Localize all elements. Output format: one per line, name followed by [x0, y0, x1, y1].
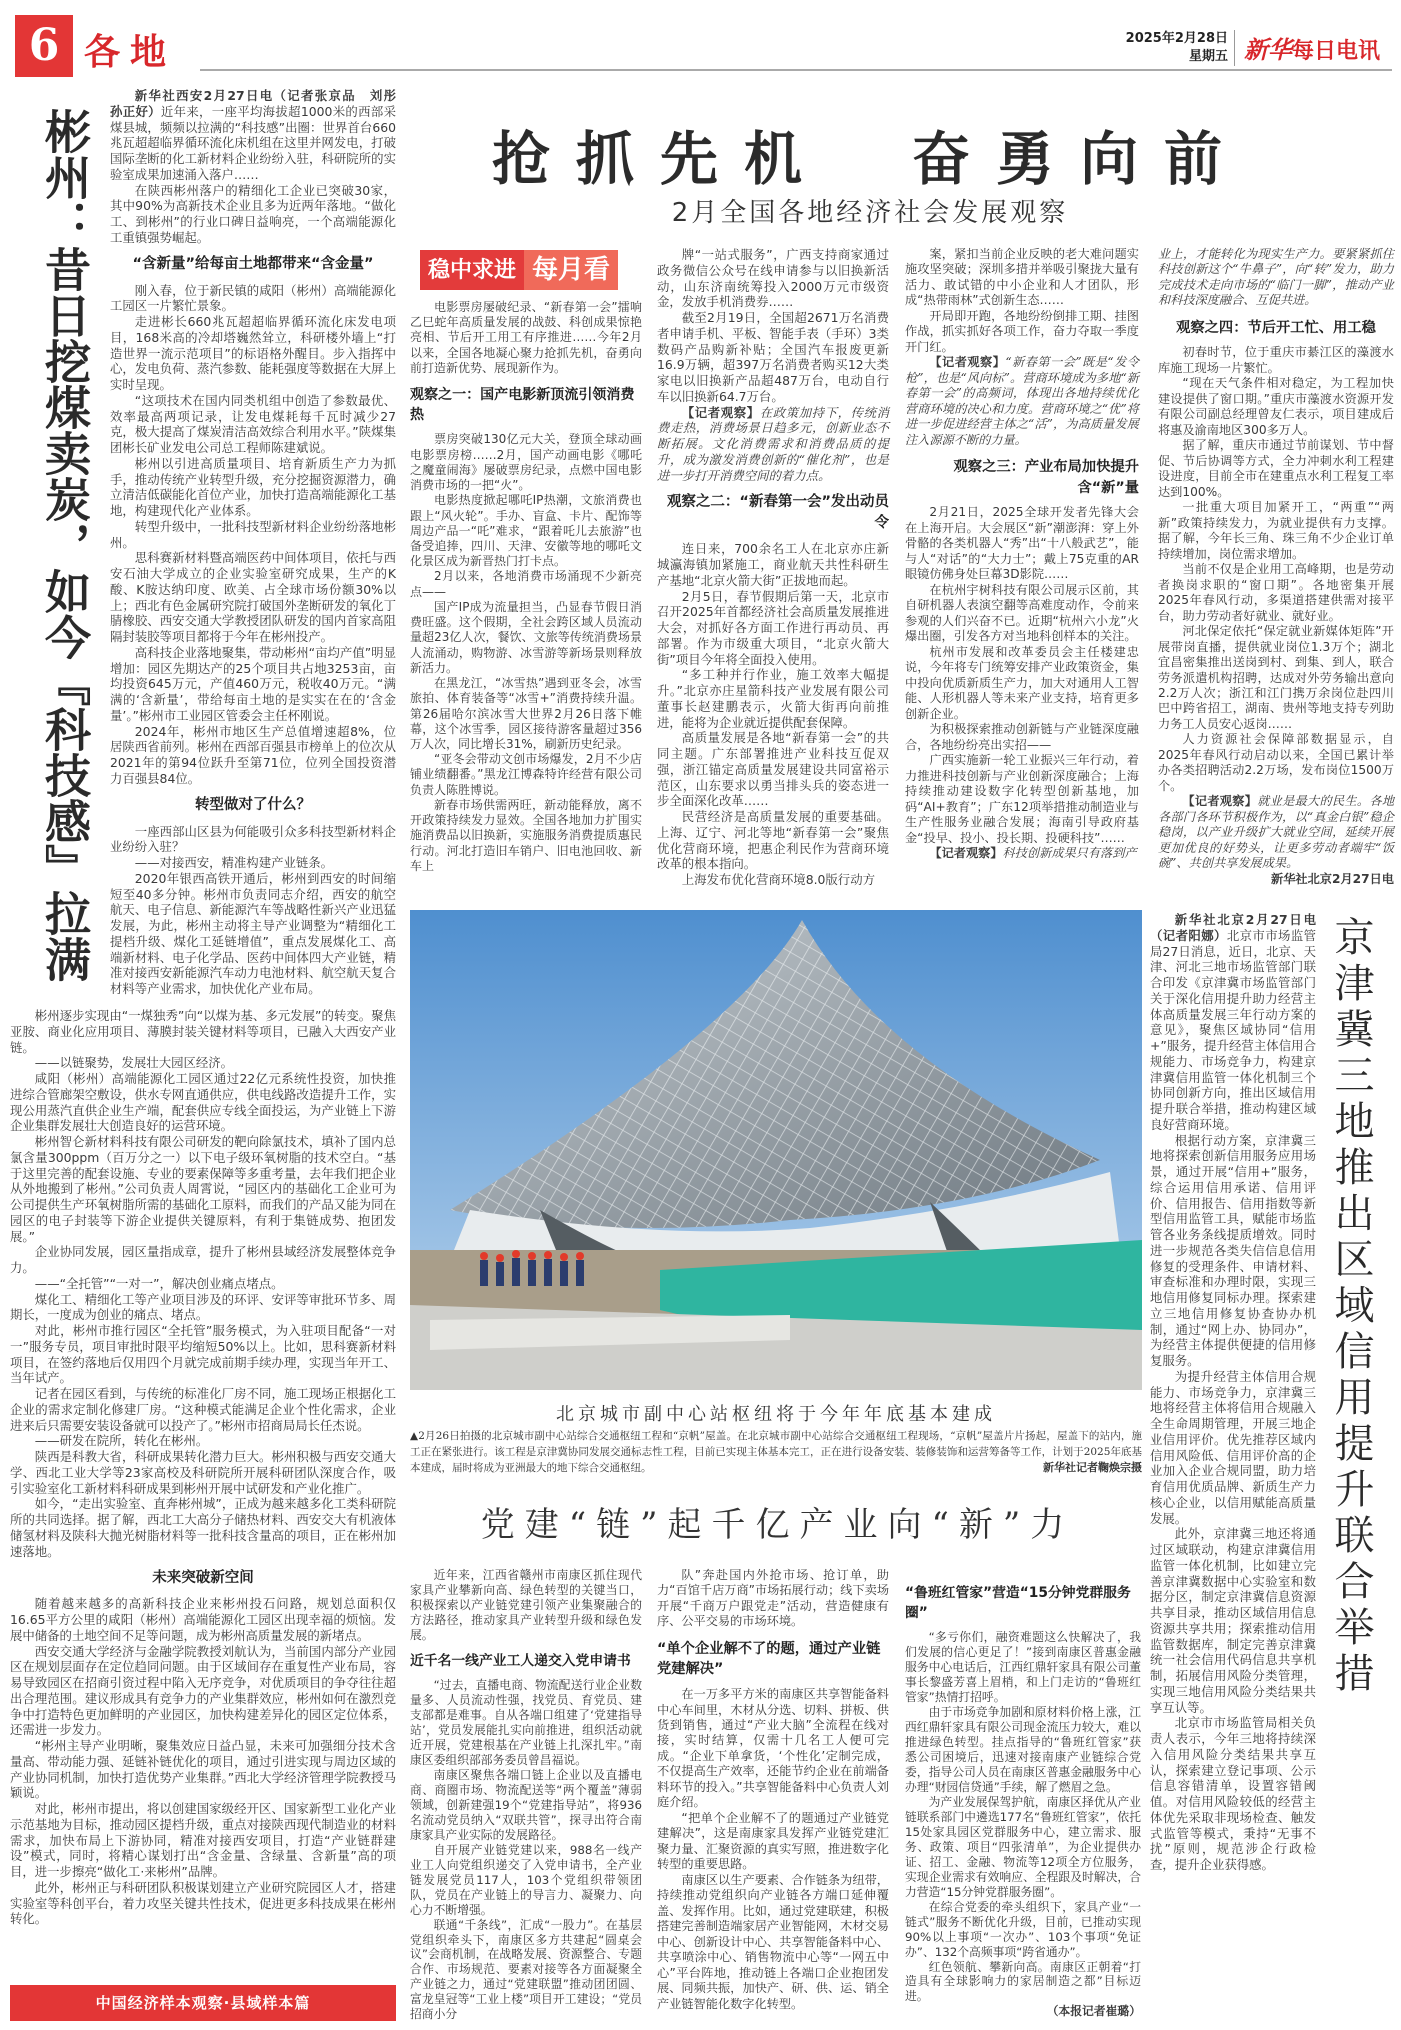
binzhou-column-bottom [10, 1008, 396, 1976]
paragraph-text: 企业协同发展，园区量指成章，提升了彬州县域经济发展整体竞争力。 [10, 1244, 396, 1275]
party-column-3 [905, 1575, 1141, 2023]
paragraph [657, 872, 889, 888]
main-subheadline: 2月全国各地经济社会发展观察 [671, 198, 1069, 228]
paragraph-text: 煤化工、精细化工等产业项目涉及的环评、安评等审批环节多、周期长，一度成为创业的痛点、堵点。 [10, 1291, 396, 1323]
paragraph-text: 随着越来越多的高新科技企业来彬州投石问路，规划总面积仅16.65平方公里的咸阳（彬州）高端能源化工园区出现幸福的烦恼。发展中储备的土地空间不足等问题，成为彬州高质量发展的新堵点。 [10, 1596, 396, 1643]
paragraph-text: 2月以来，各地消费市场涌现不少新亮点—— [410, 569, 642, 599]
paragraph-text: 北京市市场监管局相关负责人表示，今年三地将持续深入信用风险分类结果共享互认，探索建立登记事项、公示信息容错清单，设置容错阈值。对信用风险较低的经营主体优先采取非现场检查、触发式监管等模式，秉持“无事不扰”原则，规范涉企行政检查，提升企业获得感。 [1150, 1715, 1316, 1872]
paragraph-text: “多亏你们，融资难题这么快解决了，我们发展的信心更足了！”接到南康区普惠金融服务中心电话后，江西红鼎轩家具有限公司董事长黎盛芳喜上眉梢，和上门走访的“鲁班红管家”热情打招呼。 [905, 1630, 1141, 1705]
issue-date [1110, 30, 1228, 66]
paragraph-text: “多工种并行作业，施工效率大幅提升。”北京亦庄星箭科技产业发展有限公司董事长赵建鹏表示，火箭大街再向前推进，能将为企业就近提供配套保障。 [657, 667, 889, 730]
paragraph [905, 355, 1139, 448]
paragraph-text: 为产业发展保驾护航，南康区择优从产业链联系部门中遴选177名“鲁班红管家”，依托15处家具园区党群服务中心，建立需求、服务、政策、项目“四张清单”，为企业提供办证、招工、金融、物流等12项全方位服务，实现企业需求有效响应、全程跟及时解决，合力营造“15分钟党群服务圈”。 [905, 1794, 1141, 1899]
paragraph [410, 493, 642, 569]
paragraph-text: “彬州主导产业明晰，聚集效应日益凸显，未来可加强细分技术含量高、带动能力强、延链补链优化的项目，通过引进实现与周边区域的产业协同机制，加快打造优势产业集群。”西北大学经济管理学院教授马颖说。 [10, 1738, 396, 1801]
paragraph-text: 截至2月19日，全国超2671万名消费者申请手机、平板、智能手表（手环）3类数码产品购新补贴；全国汽车报废更新16.9万辆，超397万名消费者购买12大类家电以旧换新产品超487万台，电动自行车以旧换新64.7万台。 [657, 310, 889, 404]
observer-label: 【记者观察】 [681, 404, 760, 420]
paragraph-text: 2月5日，春节假期后第一天，北京市召开2025年首都经济社会高质量发展推进大会，对抓好各方面工作进行再动员、再部署。作为市级重大项目，“北京火箭大街”项目今年将全面投入使用。 [657, 588, 889, 667]
paragraph-text: 高科技企业落地聚集，带动彬州“亩均产值”明显增加：园区先期达产的25个项目共占地3253亩，亩均投资645万元，产值460万元，税收40万元。“满满的‘含新量’，带给每亩土地的是实实在在的‘含金量’。”彬州市工业园区管委会主任杯刚说。 [110, 644, 396, 723]
paragraph-text: 近年来，江西省赣州市南康区抓住现代家具产业攀新向高、绿色转型的关键当口，积极探索以产业链党建引领产业集聚融合的方法路径，推动家具产业转型升级和绿色发展。 [410, 1568, 642, 1642]
paragraph [10, 1880, 396, 1927]
paragraph [1150, 1369, 1316, 1527]
paragraph-text: 队”奔赴国内外抢市场、抢订单，助力“百馆千店万商”市场拓展行动；线下卖场开展“千商万户跟党走”活动，营造健康有序、公平交易的市场环境。 [657, 1568, 890, 1629]
paragraph [1150, 912, 1316, 1133]
paragraph [410, 1568, 642, 1643]
subheading: “含新量”给每亩土地都带来“含金量” [132, 256, 374, 273]
badge-left: 稳中求进 [420, 250, 524, 290]
paragraph [110, 393, 396, 456]
paragraph [410, 676, 642, 752]
subheading: 观察之三：产业布局加快提升含“新”量 [953, 458, 1139, 496]
paragraph [410, 1918, 642, 2023]
paragraph [10, 1596, 396, 1643]
paragraph-text: 2024年，彬州市地区生产总值增速超8%，位居陕西省前列。彬州在西部百强县市榜单上的位次从2021年的第94位跃升至第71位，位列全国投资潜力百强县84位。 [110, 723, 396, 786]
paragraph-text: 西安交通大学经济与金融学院教授刘航认为，当前国内部分产业园区在规划层面存在定位趋同问题。由于区域间存在重复性产业布局，容易导致园区在招商引资过程中陷入无序竞争，对优质项目的争夺往往超出合理范围。建议形成具有竞争力的产业集群效应，彬州如何在激烈竞争中打造特色更加鲜明的产业园区，加快构建差异化的园区定位体系，还需进一步发力。 [10, 1643, 396, 1738]
paragraph-text: 如今，“走出实验室、直奔彬州城”，正成为越来越多化工类科研院所的共同选择。据了解，西北工大高分子储热材料、西安交大有机液体储氢材料及陕科大抛光树脂材料等一批科技含量高的项目，正在彬州加速落地。 [10, 1496, 396, 1559]
subheading: 观察之二：“新春第一会”发出动员令 [666, 493, 889, 531]
byline [905, 2004, 1141, 2019]
paragraph [657, 310, 889, 405]
binzhou-headline: 彬州：昔日挖煤卖炭，如今『科技感』拉满 [38, 108, 92, 982]
paragraph [410, 1843, 642, 1918]
party-column-1 [410, 1568, 642, 2023]
paragraph-text: 自开展产业链党建以来，988名一线产业工人向党组织递交了入党申请书，全产业链发展党员117人，103个党组织带领团队，党员在产业链上的导言力、凝聚力、向心力不断增强。 [410, 1842, 642, 1917]
paragraph [110, 283, 396, 315]
main-headline: 抢抓先机 奋勇向前 [491, 125, 1248, 193]
paragraph [110, 314, 396, 393]
paragraph [110, 855, 396, 871]
paragraph [905, 645, 1139, 722]
paragraph-text: 上海发布优化营商环境8.0版行动方 [681, 872, 875, 888]
paragraph-text: 为提升经营主体信用合规能力、市场竞争力，京津冀三地将经营主体将信用合规融入全生命周期管理，开展三地企业信用评价。优先推荐区域内信用风险低、信用评价高的企业加入企业合规同盟，助力培育信用优质品牌、新质生产力核心企业，以信用赋能高质量发展。 [1150, 1368, 1316, 1526]
paragraph [410, 1678, 642, 1768]
header-divider [1234, 30, 1235, 66]
dateline: 新华社西安2月27日电（记者张京品 刘彤 孙正好） [110, 88, 409, 119]
paragraph [110, 645, 396, 724]
section-title: 各地 [84, 31, 177, 73]
paragraph-text: 牌“一站式服务”，广西支持商家通过政务微信公众号在线申请参与以旧换新活动，山东济南统筹投入2000万元市级资金，发放手机消费券…… [657, 247, 889, 310]
paragraph-text: 民营经济是高质量发展的重要基础。上海、辽宁、河北等地“新春第一会”聚焦优化营商环境，把惠企利民作为营商环境改革的根本指向。 [657, 809, 889, 872]
paragraph [10, 1244, 396, 1276]
paragraph [905, 722, 1139, 753]
byline [1158, 872, 1394, 887]
weekday-text: 星期五 [1188, 49, 1228, 64]
subheading: 近千名一线产业工人递交入党申请书 [410, 1653, 631, 1670]
observation-column-2 [657, 247, 889, 895]
header-rule [200, 69, 1392, 71]
observation-column-1 [410, 300, 642, 895]
date-text: 2025年2月28日 [1125, 31, 1228, 46]
paragraph-text: 新春市场供需两旺，新动能释放，离不开政策持续发力显效。全国各地加力扩围实施消费品以旧换新，实施服务消费提质惠民行动。河北打造旧车销户、旧电池回收、新车上 [410, 797, 642, 873]
paragraph [1158, 247, 1394, 309]
paragraph-text: 红色领航、攀新向高。南康区正朝着“打造具有全球影响力的家居制造之都”目标迈进。 [905, 1959, 1141, 2004]
paragraph [1158, 794, 1394, 871]
paragraph [110, 824, 396, 856]
paragraph-text: 近年来，一座平均海拔超1000米的西部采煤县城，频频以拉满的“科技感”出圈：世界首台660兆瓦超超临界循环流化床机组在这里并网发电，打破国际垄断的化工新材料企业纷纷入驻，科研院所的实验室成果加速涌入落户…… [110, 103, 396, 182]
party-column-2 [657, 1568, 889, 2023]
subheading: “鲁班红管家”营造“15分钟党群服务圈” [905, 1585, 1131, 1622]
paragraph [110, 871, 396, 997]
paragraph-text: 一座西部山区县为何能吸引众多科技型新材料企业纷纷入驻？ [110, 823, 396, 855]
paragraph-text: 人力资源社会保障部数据显示，自2025年春风行动启动以来，全国已累计举办各类招聘活动2.2万场，发布岗位1500万个。 [1158, 732, 1394, 793]
paragraph [410, 752, 642, 798]
newspaper-logo [1244, 30, 1380, 65]
paragraph [10, 1008, 396, 1055]
paragraph [410, 432, 642, 493]
paragraph [410, 300, 642, 376]
paragraph [657, 730, 889, 809]
binzhou-column-top [110, 88, 409, 1000]
paragraph [110, 519, 396, 551]
paragraph-text: 南康区聚焦各端口链上企业以及直播电商、商圈市场、物流配送等“两个覆盖”薄弱领域，创新建强19个“党建指导站”，将936名流动党员纳入“双联共管”，探寻出符合南康家具产业实际的发展路径。 [410, 1767, 642, 1842]
paragraph-text: 广西实施新一轮工业振兴三年行动，着力推进科技创新与产业创新深度融合；上海持续推动建设数字化转型创新基地，加码“AI+教育”；广东12项举措推动制造业与生产性服务业融合发展；海南引导政府基金“投早、投小、投长期、投硬科技”…… [905, 753, 1139, 845]
paragraph [410, 1768, 642, 1843]
paragraph [905, 1795, 1141, 1900]
paragraph-text: 业上，才能转化为现实生产力。要紧紧抓住科技创新这个“牛鼻子”，向“转”发力，助力完成技术走向市场的“临门一脚”，推动产业和科技深度融合、互促共进。 [1158, 247, 1394, 308]
paragraph [905, 583, 1139, 645]
paragraph-text: 国产IP成为流量担当，凸显春节假日消费旺盛。这个假期，全社会跨区域人员流动量超23亿人次，餐饮、文旅等传统消费场景人流涌动，购物游、冰雪游等新场景则释放新活力。 [410, 599, 642, 675]
paragraph-text: 票房突破130亿元大关，登顶全球动画电影票房榜……2月，国产动画电影《哪吒之魔童闹海》屡破票房纪录，点燃中国电影消费市场的一把“火”。 [410, 432, 642, 493]
paragraph [10, 1055, 396, 1071]
paragraph [657, 667, 889, 730]
paragraph [1150, 1526, 1316, 1715]
paragraph [657, 1568, 889, 1630]
paragraph [1158, 732, 1394, 794]
paragraph-text: ——“全托管”“一对一”，解决创业痛点堵点。 [34, 1275, 284, 1291]
subheading: 未来突破新空间 [152, 1569, 254, 1586]
dateline: 新华社北京2月27日电（记者阳娜） [1150, 912, 1316, 943]
paragraph [1158, 562, 1394, 624]
paragraph-text: 连日来，700余名工人在北京亦庄新城瀛海镇加紧施工，商业航天共性科研生产基地“北京火箭大街”正拔地而起。 [657, 541, 889, 588]
paragraph [1150, 1715, 1316, 1873]
paragraph [657, 1687, 889, 1811]
station-photo [410, 910, 1142, 1390]
paragraph-text: 就业是最大的民生。各地各部门各环节积极作为，以“真金白银”稳企稳岗，以产业升级扩大就业空间，延续开展更加优良的好势头，让更多劳动者端牢“饭碗”、共创共享发展成果。 [1158, 794, 1395, 871]
page-number: 6 [15, 15, 73, 77]
paragraph-text: 在一万多平方米的南康区共享智能备料中心车间里，木材从分选、切料、拼板、供货到销售，通过“产业大脑”全流程在线对接，实时结算，仅需十几名工人便可完成。“企业下单拿货，‘个性化’定制完成，不仅提高生产效率，还能节约企业在前端备料环节的投入。”共享智能备料中心负责人刘庭介绍。 [657, 1687, 889, 1810]
paragraph-text: 此外，彬州正与科研团队积极谋划建立产业研究院园区人才，搭建实验室等科创平台，着力攻坚关键共性技术，促进更多科技成果在彬州转化。 [10, 1879, 396, 1927]
paragraph [1158, 624, 1394, 732]
paragraph-text: 2月21日，2025全球开发者先锋大会在上海开启。大会展区“新”潮澎湃：穿上外骨骼的各类机器人“秀”出“十八般武艺”，能与人“对话”的“大力士”；戴上75克重的AR眼镜仿佛身处巨幕3D影院…… [905, 505, 1139, 582]
paragraph-text: ——对接西安，精准构建产业链条。 [134, 855, 334, 870]
paragraph [905, 753, 1139, 846]
paragraph-text: 在陕西彬州落户的精细化工企业已突破30家，其中90%为高新技术企业且多为近两年落地。“做化工、到彬州”的行业口碑日益响亮，一个高端能源化工重镇强势崛起。 [110, 182, 396, 245]
badge-right: 每月看 [524, 250, 618, 290]
party-headline: 党建“链”起千亿产业向“新”力 [480, 1505, 1075, 1545]
paragraph [110, 88, 409, 183]
paragraph [10, 1276, 396, 1292]
paragraph [657, 1811, 889, 1873]
paragraph [10, 1386, 396, 1433]
paragraph-text: 此外，京津冀三地还将通过区域联动，构建京津冀信用监管一体化机制，比如建立完善京津冀数据中心实验室和数据分区，制定京津冀信息资源共享目录，推动区域信用信息资源共享共用；探索推动信用监管数据库，制定完善京津冀统一社会信用代码信息共享机制，拓展信用风险分类管理，实现三地信用风险分类结果共享互认等。 [1150, 1526, 1316, 1715]
paragraph-text: 对此，彬州市推行园区“全托管”服务模式，为入驻项目配备“一对一”服务专员，项目审批时限平均缩短50%以上。比如，思科赛新材料项目，在签约落地后仅用四个月就完成前期手续办理，实现当年开工、当年试产。 [10, 1323, 396, 1386]
paragraph-text: 刚入春，位于新民镇的咸阳（彬州）高端能源化工园区一片繁忙景象。 [110, 282, 396, 314]
paragraph-text: 电影票房屡破纪录、“新春第一会”擂响乙巳蛇年高质量发展的战鼓、科创成果惊艳亮相、节后开工用工有序推进……今年2月以来，全国各地凝心聚力抢抓先机，奋勇向前打造新优势、展现新作为。 [410, 300, 642, 375]
paragraph-text: 据了解，重庆市通过节前谋划、节中督促、节后协调等方式，全力冲刺水利工程建设进度，目前全市在建重点水利工程复工率达到100%。 [1158, 438, 1394, 499]
paragraph [905, 846, 1139, 861]
paragraph-text: 彬州智仑新材料科技有限公司研发的靶向除氯技术，填补了国内总氯含量300ppm（百万分之一）以下电子级环氧树脂的技术空白。“基于这里完善的配套设施、专业的要素保障等多重考量，去年我们把企业从外地搬到了彬州。”公司负责人周霄说，“园区内的基础化工企业可为公司提供生产环氧树脂所需的基础化工原料，而我们的产品又能为同在园区的电子封装等下游企业提供关键原料，有利于集链成势、抱团发展。” [10, 1134, 396, 1244]
paragraph [657, 1873, 889, 2012]
paragraph [10, 1496, 396, 1559]
paragraph-text: 根据行动方案，京津冀三地将探索创新信用服务应用场景，通过开展“信用+”服务，综合运用信用承诺、信用评价、信用报告、信用指数等新型信用监管工具，赋能市场监管各业务条线提质增效。同时进一步规范各类失信信息信用修复的受理条件、申请材料、审查标准和办理时限，实现三地信用修复同标办理。探索建立三地信用修复协查协办机制，通过“网上办、协同办”，为经营主体提供便捷的信用修复服务。 [1150, 1132, 1316, 1368]
paragraph-text: “把单个企业解不了的题通过产业链党建解决”，这是南康家具发挥产业链党建汇聚力量、汇聚资源的真实写照，推进数字化转型的重要思路。 [657, 1810, 889, 1872]
paragraph-text: 彬州逐步实现由“一煤独秀”向“以煤为基、多元发展”的转变。聚焦亚胺、商业化应用项目、薄膜封装关键材料等项目，已融入大西安产业链。 [10, 1008, 396, 1055]
paragraph [10, 1323, 396, 1386]
observation-column-3 [905, 247, 1139, 895]
paragraph [1158, 345, 1394, 376]
paragraph-text: 在政策加持下，传统消费走热，消费场景日趋多元，创新业态不断拓展。文化消费需求和消费品质的提升，成为激发消费创新的“催化剂”，也是进一步打开消费空间的着力点。 [657, 404, 890, 483]
paragraph-text: “新春第一会”既是“发令枪”，也是“风向标”。营商环境成为多地“新春第一会”的高频词，体现出各地持续优化营商环境的决心和力度。营商环境之“优”将进一步促进经营主体之“活”，为高质量发展注入源源不断的力量。 [905, 355, 1139, 447]
subheading: 观察之一：国产电影新顶流引领消费热 [410, 386, 635, 423]
paragraph-text: “过去，直播电商、物流配送行业企业数量多、人员流动性强，找党员、育党员、建支部都是难事。自从各端口组建了‘党建指导站’，党员发展能扎实向前推进，组织活动就近开展，党建根基在产业链上扎深扎牢。”南康区委组织部部务委员曾昌福说。 [410, 1678, 642, 1767]
logo-script: 新华 [1244, 35, 1292, 64]
subheading: 转型做对了什么？ [195, 797, 311, 814]
credit-headline: 京津冀三地推出区域信用提升联合举措 [1328, 916, 1374, 1698]
paragraph-text: 对此，彬州市提出，将以创建国家级经开区、国家新型工业化产业示范基地为目标，推动园区提档升级，重点对接陕西现代制造业的材料需求，加快布局上下游协同，精准对接西安项目，打造“产业链群建设”模式，同时，将精心谋划打出“含金量、含绿量、含新量”高的项目，进一步擦亮“做化工·来彬州”品牌。 [10, 1801, 396, 1879]
paragraph [905, 247, 1139, 309]
paragraph-text: 彬州以引进高质量项目、培育新质生产力为抓手，推动传统产业转型升级，充分挖掘资源潜力，确立清洁低碳能化首位产业，加快打造高端能源化工基地，构建现代化产业体系。 [110, 455, 396, 518]
paragraph-text: ——研发在院所，转化在彬州。 [34, 1433, 209, 1449]
paragraph-text: 2020年银西高铁开通后，彬州到西安的时间缩短至40多分钟。彬州市负责同志介绍，西安的航空航天、电子信息、新能源汽车等战略性新兴产业迅猛发展，为此，彬州主动将主导产业调整为“精细化工提档升级、煤化工延链增值”，重点发展煤化工、高端新材料、电子化学品、医药中间体四大产业链，精准对接西安新能源汽车动力电池材料、航空航天复合材料等产业需求，加快优化产业布局。 [110, 870, 396, 996]
paragraph [110, 550, 396, 645]
observer-label: 【记者观察】 [1182, 794, 1258, 809]
photo-caption [410, 1428, 1142, 1476]
paragraph [1150, 1133, 1316, 1369]
paragraph-text: 南康区以生产要素、合作链条为纽带，持续推动党组织向产业链各方端口延伸覆盖、发挥作用。比如，通过党建联建，积极搭建完善制造端家居产业智能网，木材交易中心、创新设计中心、共享智能备料中心、共享喷涂中心、销售物流中心等“一网五中心”平台阵地，推动链上各端口企业抱团发展、同频共振，加快产、研、供、运、销全产业链智能化数字化转型。 [657, 1872, 889, 2011]
paragraph-text: 联通“千条线”，汇成“一股力”。在基层党组织牵头下，南康区多方共建起“圆桌会议”会商机制，在战略发展、资源整合、专题合作、市场规范、要素对接等各方面凝聚全产业链之力，通过“党建联盟”推动团团圆、富龙皇冠等“工业上楼”项目开工建设；“党员招商小分 [410, 1917, 642, 2022]
paragraph [10, 1134, 396, 1244]
paragraph [657, 541, 889, 588]
paragraph-text: 思科赛新材料暨高端医药中间体项目，依托与西安石油大学成立的企业实验室研究成果，生产的K酸、K胺达纳印度、欧美、占全球市场份额30%以上；西北有色金属研究院打破国外垄断研发的氧化丁腈橡胶、西安交通大学教授团队研发的国内首家高阻隔封装胶等项目都将于今年在彬州投产。 [110, 550, 396, 644]
paragraph [10, 1449, 396, 1496]
column-badge [420, 250, 618, 290]
paragraph [657, 809, 889, 872]
paragraph [110, 456, 396, 519]
paragraph-text: 初春时节，位于重庆市綦江区的藻渡水库施工现场一片繁忙。 [1158, 345, 1394, 375]
paragraph [110, 724, 396, 787]
paragraph-text: 陕西是科教大省，科研成果转化潜力巨大。彬州积极与西安交通大学、西北工业大学等23家高校及科研院所开展科研团队深度合作，吸引实验室化工新材料科研成果到彬州开展中试研发和产业化推广。 [10, 1449, 396, 1496]
paragraph-text: 电影热度掀起哪吒IP热潮，文旅消费也跟上“风火轮”。手办、盲盒、卡片、配饰等周边产品一“吒”难求，“跟着吒儿去旅游”也备受追捧，四川、天津、安徽等地的哪吒文化景区成为新晋热门打卡点。 [410, 493, 642, 569]
paragraph-text: 当前不仅是企业用工高峰期，也是劳动者换岗求职的“窗口期”。各地密集开展2025年春风行动，多渠道搭建供需对接平台，助力劳动者好就业、就好业。 [1158, 562, 1394, 623]
paragraph [905, 1960, 1141, 2005]
paragraph-text: 走进彬长660兆瓦超超临界循环流化床发电项目，168米高的冷却塔巍然耸立，科研楼外墙上“打造世界一流示范项目”的标语格外醒目。步入指挥中心，发电负荷、蒸汽参数、能耗强度等数据在大屏上实时呈现。 [110, 314, 396, 392]
paragraph-text: 在杭州宇树科技有限公司展示区前，其自研机器人表演空翻等高难度动作，令前来参观的人们兴奋不已。近期“杭州六小龙”火爆出圈，引发各方对当地科创样本的关注。 [905, 582, 1139, 644]
observer-label: 【记者观察】 [929, 355, 1006, 370]
paragraph-text: 转型升级中，一批科技型新材料企业纷纷落地彬州。 [110, 518, 396, 550]
paragraph [905, 1630, 1141, 1705]
logo-text: 每日电讯 [1292, 39, 1381, 64]
paragraph [10, 1801, 396, 1880]
paragraph-text: “现在天气条件相对稳定，为工程加快建设提供了窗口期。”重庆市藻渡水资源开发有限公司副总经理曾友仁表示，项目建成后将惠及渝南地区300多万人。 [1158, 376, 1394, 437]
paragraph-text: 为积极探索推动创新链与产业链深度融合，各地纷纷亮出实招—— [905, 722, 1139, 752]
paragraph-text: “亚冬会带动文创市场爆发，2月不少店铺业绩翻番。”黑龙江博森特许经营有限公司负责人陈胜博说。 [410, 752, 642, 797]
paragraph [657, 589, 889, 668]
paragraph-text: 北京市市场监管局27日消息，近日，北京、天津、河北三地市场监管部门联合印发《京津冀市场监管部门关于深化信用提升助力经营主体高质量发展三年行动方案的意见》，聚焦区域协同“信用+”服务，提升经营主体信用合规能力、市场竞争力，构建京津冀信用监管一体化机制三个协同创新方向，推出区域信用提升联合举措，推动构建区域良好营商环境。 [1150, 927, 1317, 1132]
series-banner: 中国经济样本观察·县域样本篇 [10, 1985, 396, 2021]
paragraph [10, 1644, 396, 1739]
paragraph [905, 1900, 1141, 1960]
paragraph-text: 科技创新成果只有落到产 [1002, 846, 1137, 861]
paragraph-text: （本报记者崔璐） [1046, 2004, 1141, 2019]
paragraph-text: 在综合党委的牵头组织下，家具产业“一链式”服务不断优化升级，目前，已推动实现90%以上事项“一次办”、103个事项“免证办”、132个高频事项“跨省通办”。 [905, 1899, 1141, 1959]
paragraph [905, 1705, 1141, 1795]
subheading: “单个企业解不了的题，通过产业链党建解决” [657, 1640, 881, 1678]
paragraph [410, 569, 642, 599]
paragraph-text: 记者在园区看到，与传统的标准化厂房不同，施工现场正根据化工企业的需求定制化修建厂房。“这种模式能满足企业个性化需求，企业进来后只需要安装设备就可以投产了。”彬州市招商局局长任杰说。 [10, 1386, 396, 1433]
credit-column [1150, 912, 1316, 2020]
paragraph [410, 798, 642, 874]
observer-label: 【记者观察】 [929, 846, 1003, 861]
photo-title: 北京城市副中心站枢纽将于今年年底基本建成 [556, 1404, 996, 1425]
paragraph [10, 1433, 396, 1449]
paragraph-text: 开局即开跑，各地纷纷倒排工期、挂图作战，抓实抓好各项工作，奋力夺取一季度开门红。 [905, 308, 1139, 354]
station-photo-image [410, 910, 1142, 1390]
paragraph [1158, 376, 1394, 438]
paragraph [110, 183, 396, 246]
paragraph-text: 河北保定依托“保定就业新媒体矩阵”开展带岗直播，提供就业岗位1.3万个；湖北宜昌密集推出送岗到村、到集、到人，联合劳务派遣机构招聘，达成对外劳务输出意向2.2万人次；浙江和江门携万余岗位赴四川巴中跨省招工，湖南、贵州等地支持专列助力务工人员安心返岗…… [1158, 624, 1394, 731]
paragraph-text: “这项技术在国内同类机组中创造了参数最优、效率最高两项记录，让发电煤耗每千瓦时减少27克，极大提高了煤炭清洁高效综合利用水平。”陕煤集团彬长矿业发电公司总工程师陈建斌说。 [110, 392, 396, 455]
paragraph [657, 247, 889, 310]
photo-credit: 新华社记者鞠焕宗摄 [1043, 1461, 1142, 1474]
paragraph-text: 咸阳（彬州）高端能源化工园区通过22亿元系统性投资，加快推进综合管廊架空敷设，供水专网直通供应，供电线路改造提升工作，实现公用蒸汽直供企业生产端，配套供应专线全面投运，为产业链上下游企业集群发展壮大创造良好的运营环境。 [10, 1071, 396, 1134]
paragraph-text: 案，紧扣当前企业反映的老大难问题实施攻坚突破；深圳多措并举吸引聚拢大量有活力、敢试错的中小企业和人才团队，形成“热带雨林”式创新生态…… [905, 247, 1139, 308]
paragraph [657, 405, 889, 484]
paragraph [10, 1292, 396, 1324]
paragraph [1158, 500, 1394, 562]
paragraph [905, 309, 1139, 355]
subheading: 观察之四：节后开工忙、用工稳 [1176, 319, 1376, 336]
paragraph-text: ——以链聚势，发展壮大园区经济。 [34, 1055, 234, 1071]
paragraph-text: 新华社北京2月27日电 [1271, 871, 1394, 886]
paragraph [10, 1071, 396, 1134]
paragraph [1158, 438, 1394, 500]
paragraph-text: 杭州市发展和改革委员会主任楼建忠说，今年将专门统筹安排产业政策资金，集中投向优质新质生产力，加大对通用人工智能、人形机器人等未来产业支持，培育更多创新企业。 [905, 644, 1139, 721]
paragraph-text: 一批重大项目加紧开工，“两重”“两新”政策持续发力，为就业提供有力支撑。据了解，今年长三角、珠三角不少企业订单持续增加，岗位需求增加。 [1158, 500, 1394, 561]
observation-column-4 [1158, 247, 1394, 895]
paragraph [905, 505, 1139, 582]
paragraph [410, 600, 642, 676]
paragraph-text: 在黑龙江，“冰雪热”遇到亚冬会，冰雪旅拍、体育装备等“冰雪+”消费持续升温。第26届哈尔滨冰雪大世界2月26日落下帷幕，这个冰雪季，园区接待游客量超过356万人次，同比增长31%，刷新历史纪录。 [410, 676, 642, 752]
paragraph-text: 高质量发展是各地“新春第一会”的共同主题。广东部署推进产业科技互促双强，浙江锚定高质量发展建设共同富裕示范区，山东要求以勇当排头兵的姿态进一步全面深化改革…… [657, 730, 889, 809]
paragraph [10, 1738, 396, 1801]
paragraph-text: 由于市场竞争加剧和原材料价格上涨，江西红鼎轩家具有限公司现金流压力较大，难以推进绿色转型。挂点指导的“鲁班红管家”获悉公司困境后，迅速对接南康产业链综合党委，指导公司人员在南康区普惠金融服务中心办理“财园信贷通”手续，解了燃眉之急。 [905, 1705, 1141, 1794]
caption-text: ▲2月26日拍摄的北京城市副中心站综合交通枢纽工程和“京帆”屋盖。在北京城市副中心站综合交通枢纽工程现场，“京帆”屋盖片片扬起，屋盖下的站内，施工正在紧张进行。该工程是京津冀协同发展交通标志性工程，目前已实现主体基本完工，正在进行设备安装、装修装饰和运营筹备等工作，计划于2025年底基本建成，届时将成为亚洲最大的地下综合交通枢纽。 [410, 1430, 1142, 1474]
